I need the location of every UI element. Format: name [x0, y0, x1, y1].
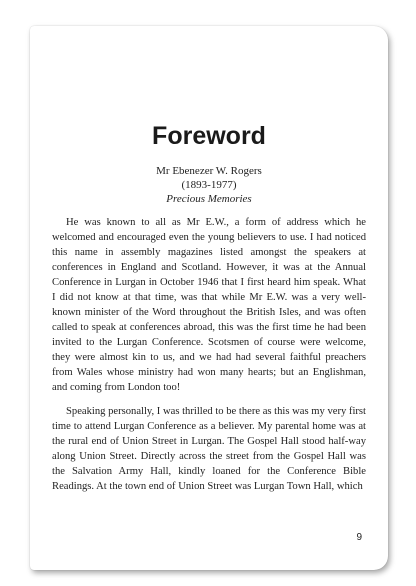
- author-dates: (1893-1977): [181, 179, 237, 191]
- author-name: Mr Ebenezer W. Rogers: [156, 165, 262, 177]
- foreword-subtitle: Precious Memories: [166, 193, 252, 205]
- book-page: [30, 26, 388, 570]
- body-text: [52, 215, 366, 494]
- byline: [52, 164, 366, 206]
- paragraph: He was known to all as Mr E.W., a form of address which he welcomed and encouraged even the young believers to use. I had noticed this name in assembly magazines listed amongst the speakers at conferences in England and Scotland. However, it was at the Annual Conference in Lurgan in October 1946 that I first heard him speak. What I did not know at that time, was that while Mr E.W. was a very well-known minister of the Word throughout the British Isles, and was often called to speak at conferences abroad, this was the first time he had been invited to the Lurgan Conference. Scotsmen of course were welcome, they were almost kin to us, and we had had several faithful preachers from Wales whose ministry had won many hearts; but an Englishman, and coming from London too!: [52, 217, 366, 393]
- page-number: 9: [356, 532, 362, 543]
- page-title: Foreword: [152, 122, 266, 150]
- paragraph: Speaking personally, I was thrilled to be there as this was my very first time to attend Lurgan Conference as a believer. My parental home was at the rural end of Union Street in Lurgan. The Gospel Hall stood half-way along Union Street. Directly across the street from the Gospel Hall was the Salvation Army Hall, kindly loaned for the Conference Bible Readings. At the town end of Union Street was Lurgan Town Hall, which: [52, 406, 366, 492]
